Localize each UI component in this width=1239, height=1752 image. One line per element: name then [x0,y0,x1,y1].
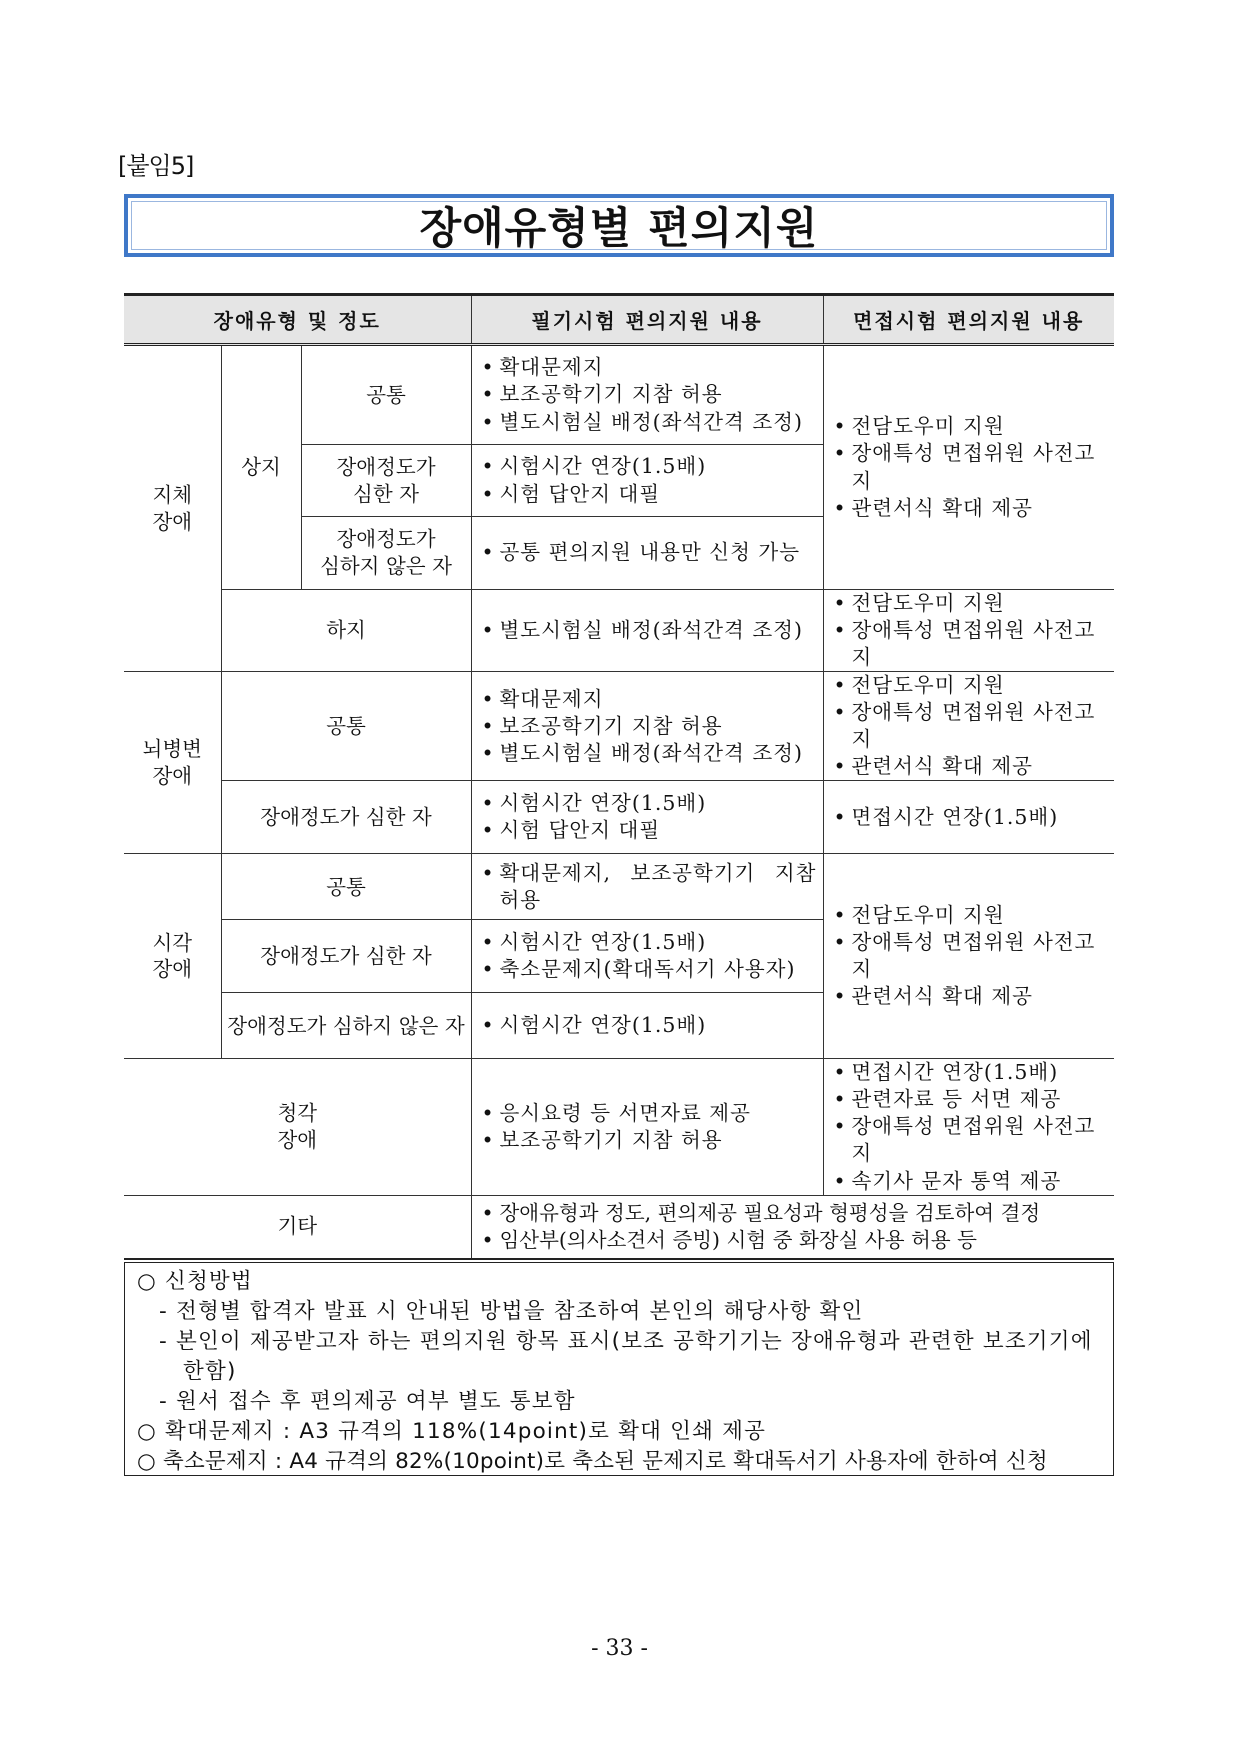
interview-cell [823,1059,1114,1195]
written-cell [471,781,823,854]
interview-cell [823,345,1114,590]
note-method-item: - 본인이 제공받고자 하는 편의지원 항목 표시(보조 공학기기는 장애유형과 관련한 보조기기에 한함) [159,1329,1093,1384]
list-item: • 시험시간 연장(1.5배) [478,1012,817,1039]
list-item: • 전담도우미 지원 [830,672,1109,699]
category-physical: 지체 장애 [124,345,221,672]
interview-cell [823,854,1114,1059]
list-item: • 관련서식 확대 제공 [830,495,1109,522]
note-method-item: - 원서 접수 후 편의제공 여부 별도 통보함 [159,1389,576,1414]
list-item: • 공통 편의지원 내용만 신청 가능 [478,539,817,566]
support-table [124,293,1114,1260]
written-cell [471,445,823,517]
category-hearing: 청각 장애 [124,1059,471,1195]
list-item: • 장애특성 면접위원 사전고지 [830,929,1109,983]
list-item: • 별도시험실 배정(좌석간격 조정) [478,617,817,644]
written-cell [471,345,823,445]
list-item: • 전담도우미 지원 [830,902,1109,929]
list-item: • 면접시간 연장(1.5배) [830,1059,1109,1086]
interview-cell [823,590,1114,672]
list-item: • 보조공학기기 지참 허용 [478,1127,817,1154]
title-box [124,194,1114,257]
list-item: • 시험시간 연장(1.5배) [478,929,817,956]
list-item: • 응시요령 등 서면자료 제공 [478,1100,817,1127]
header-written-support: 필기시험 편의지원 내용 [471,295,823,345]
degree-common: 공통 [301,345,471,445]
list-item: • 관련서식 확대 제공 [830,753,1109,780]
degree-mild: 장애정도가 심하지 않은 자 [301,517,471,590]
header-type-degree: 장애유형 및 정도 [124,295,471,345]
list-item: • 임산부(의사소견서 증빙) 시험 중 화장실 사용 허용 등 [478,1227,1109,1254]
table-row [124,781,1114,854]
list-item: • 보조공학기기 지참 허용 [478,713,817,740]
list-item: • 시험 답안지 대필 [478,817,817,844]
table-row [124,1059,1114,1195]
degree-mild: 장애정도가 심하지 않은 자 [221,993,471,1059]
list-item: • 시험 답안지 대필 [478,481,817,508]
note-enlarged-paper: ○ 확대문제지 : A3 규격의 118%(14point)로 확대 인쇄 제공 [137,1419,767,1444]
degree-severe: 장애정도가 심한 자 [221,920,471,993]
written-cell [471,854,823,920]
list-item: • 별도시험실 배정(좌석간격 조정) [478,740,817,767]
written-cell [471,920,823,993]
header-interview-support: 면접시험 편의지원 내용 [823,295,1114,345]
table-row [124,590,1114,672]
list-item: • 전담도우미 지원 [830,590,1109,617]
list-item: • 장애유형과 정도, 편의제공 필요성과 형평성을 검토하여 결정 [478,1200,1109,1227]
list-item: • 관련서식 확대 제공 [830,983,1109,1010]
interview-cell [823,781,1114,854]
subcategory-upper-limb: 상지 [221,345,301,590]
page-number: - 33 - [591,1636,648,1661]
list-item: • 면접시간 연장(1.5배) [830,804,1109,831]
written-cell [471,993,823,1059]
category-other: 기타 [124,1195,471,1259]
list-item: • 장애특성 면접위원 사전고지 [830,1113,1109,1167]
list-item: • 관련자료 등 서면 제공 [830,1086,1109,1113]
list-item: • 축소문제지(확대독서기 사용자) [478,956,817,983]
category-visual: 시각 장애 [124,854,221,1059]
list-item: • 확대문제지 [478,354,817,381]
written-cell [471,590,823,672]
list-item: • 보조공학기기 지참 허용 [478,381,817,408]
degree-severe: 장애정도가 심한 자 [301,445,471,517]
written-cell [471,517,823,590]
note-method-item: - 전형별 합격자 발표 시 안내된 방법을 참조하여 본인의 해당사항 확인 [159,1299,864,1324]
table-row [124,854,1114,920]
table-row [124,345,1114,445]
table-row [124,672,1114,781]
note-reduced-paper: ○ 축소문제지 : A4 규격의 82%(10point)로 축소된 문제지로 확대독서기 사용자에 한하여 신청 [137,1449,1048,1474]
list-item: • 장애특성 면접위원 사전고지 [830,440,1109,494]
table-row [124,1195,1114,1259]
list-item: • 확대문제지 [478,686,817,713]
list-item: • 전담도우미 지원 [830,413,1109,440]
list-item: • 시험시간 연장(1.5배) [478,453,817,480]
list-item: • 확대문제지, 보조공학기기 지참 허용 [478,860,817,914]
page-title: 장애유형별 편의지원 [419,204,819,254]
degree-common: 공통 [221,854,471,920]
subcategory-lower-limb: 하지 [221,590,471,672]
degree-common: 공통 [221,672,471,781]
degree-severe: 장애정도가 심한 자 [221,781,471,854]
other-content-cell [471,1195,1114,1259]
notes-box [124,1262,1114,1476]
written-cell [471,1059,823,1195]
category-brain: 뇌병변 장애 [124,672,221,854]
table-header-row [124,295,1114,345]
attachment-label: [붙임5] [118,152,194,180]
list-item: • 시험시간 연장(1.5배) [478,790,817,817]
written-cell [471,672,823,781]
list-item: • 별도시험실 배정(좌석간격 조정) [478,409,817,436]
list-item: • 속기사 문자 통역 제공 [830,1168,1109,1195]
interview-cell [823,672,1114,781]
note-method-title: ○ 신청방법 [137,1269,253,1294]
list-item: • 장애특성 면접위원 사전고지 [830,617,1109,671]
list-item: • 장애특성 면접위원 사전고지 [830,699,1109,753]
